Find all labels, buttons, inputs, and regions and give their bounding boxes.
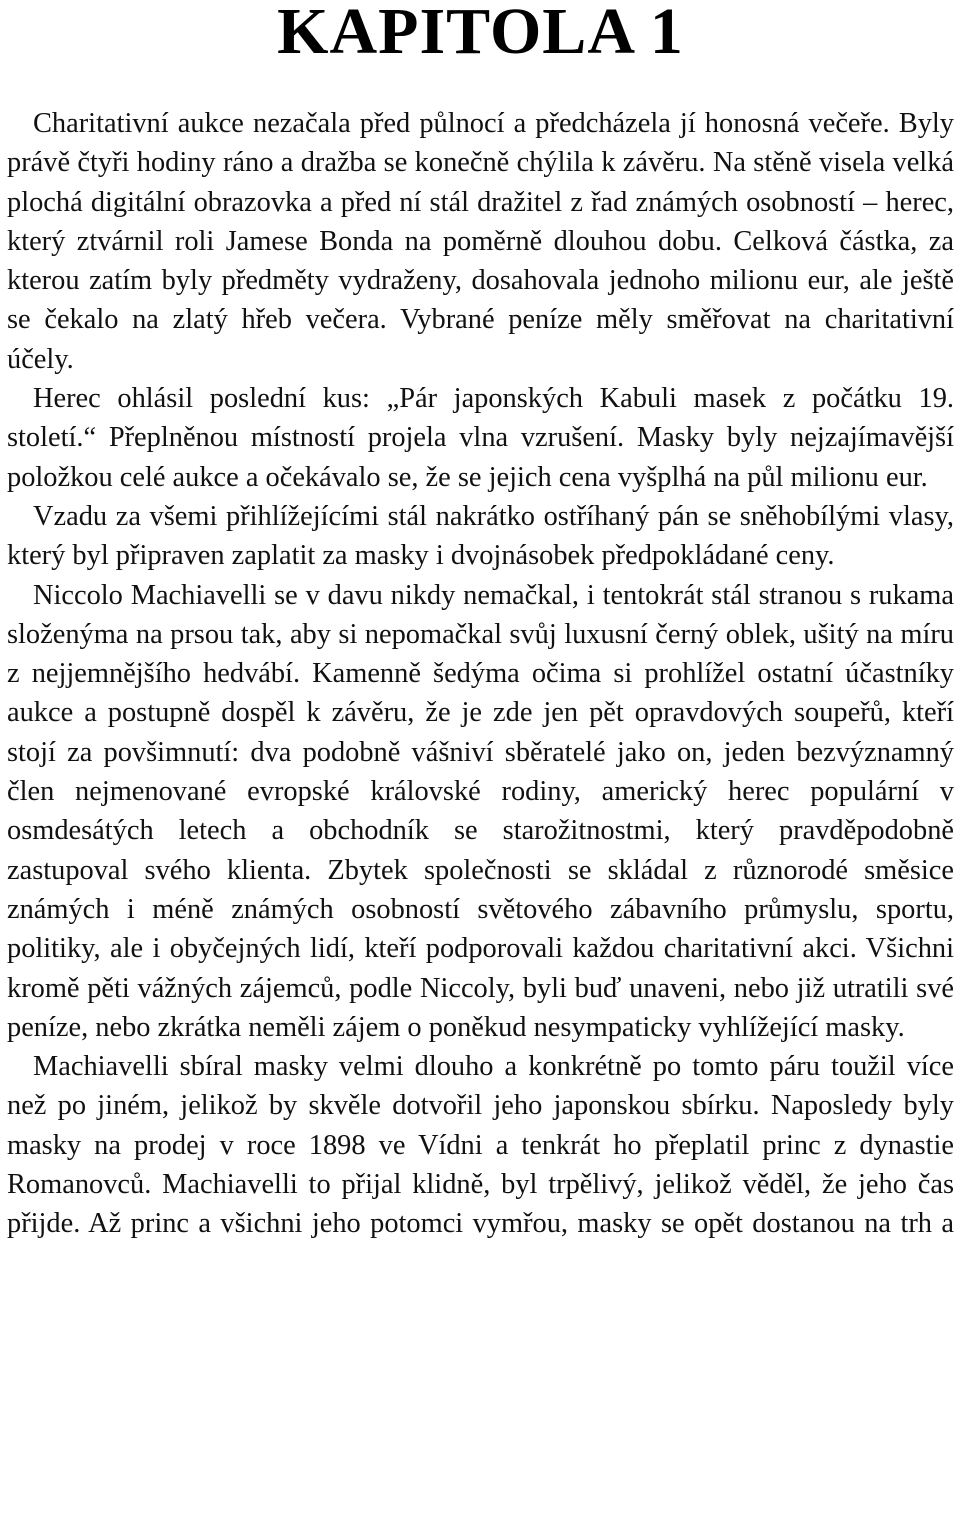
paragraph: Herec ohlásil poslední kus: „Pár japonských Kabuli masek z počátku 19. století.“ Přeplněnou místností projela vlna vzrušení. Masky byly nejzajímavější položkou celé aukce a očekávalo se, že se jejich cena vyšplhá na půl milionu eur. [7,383,954,493]
paragraph: Vzadu za všemi přihlížejícími stál nakrátko ostříhaný pán se sněhobílými vlasy, který byl připraven zaplatit za masky i dvojnásobek předpokládané ceny. [7,500,954,572]
paragraph: Charitativní aukce nezačala před půlnocí a předcházela jí honosná večeře. Byly právě čtyři hodiny ráno a dražba se konečně chýlila k závěru. Na stěně visela velká plochá digitální obrazovka a před ní stál dražitel z řad známých osobností – herec, který ztvárnil roli Jamese Bonda na poměrně dlouhou dobu. Celková částka, za kterou zatím byly předměty vydraženy, dosahovala jednoho milionu eur, ale ještě se čekalo na zlatý hřeb večera. Vybrané peníze měly směřovat na charitativní účely. [7,108,954,375]
paragraph: Niccolo Machiavelli se v davu nikdy nemačkal, i tentokrát stál stranou s rukama složenýma na prsou tak, aby si nepomačkal svůj luxusní černý oblek, ušitý na míru z nejjemnějšího hedvábí. Kamenně šedýma očima si prohlížel ostatní účastníky aukce a postupně dospěl k závěru, že je zde jen pět opravdových soupeřů, kteří stojí za povšimnutí: dva podobně vášniví sběratelé jako on, jeden bezvýznamný člen nejmenované evropské královské rodiny, americký herec populární v osmdesátých letech a obchodník se starožitnostmi, který pravděpodobně zastupoval svého klienta. Zbytek společnosti se skládal z různorodé směsice známých i méně známých osobností světového zábavního průmyslu, sportu, politiky, ale i obyčejných lidí, kteří podporovali každou charitativní akci. Všichni kromě pěti vážných zájemců, podle Niccoly, byli buď unaveni, nebo již utratili své peníze, nebo zkrátka neměli zájem o poněkud nesympaticky vyhlížející masky. [7,579,954,1043]
chapter-title: KAPITOLA 1 [277,0,684,68]
paragraph: Machiavelli sbíral masky velmi dlouho a konkrétně po tomto páru toužil více než po jiném, jelikož by skvěle dotvořil jeho japonskou sbírku. Naposledy byly masky na prodej v roce 1898 ve Vídni a tenkrát ho přeplatil princ z dynastie Romanovců. Machiavelli to přijal klidně, byl trpělivý, jelikož věděl, že jeho čas přijde. Až princ a všichni jeho potomci vymřou, masky se opět dostanou na trh a [7,1051,954,1240]
chapter-body [7,104,954,1244]
